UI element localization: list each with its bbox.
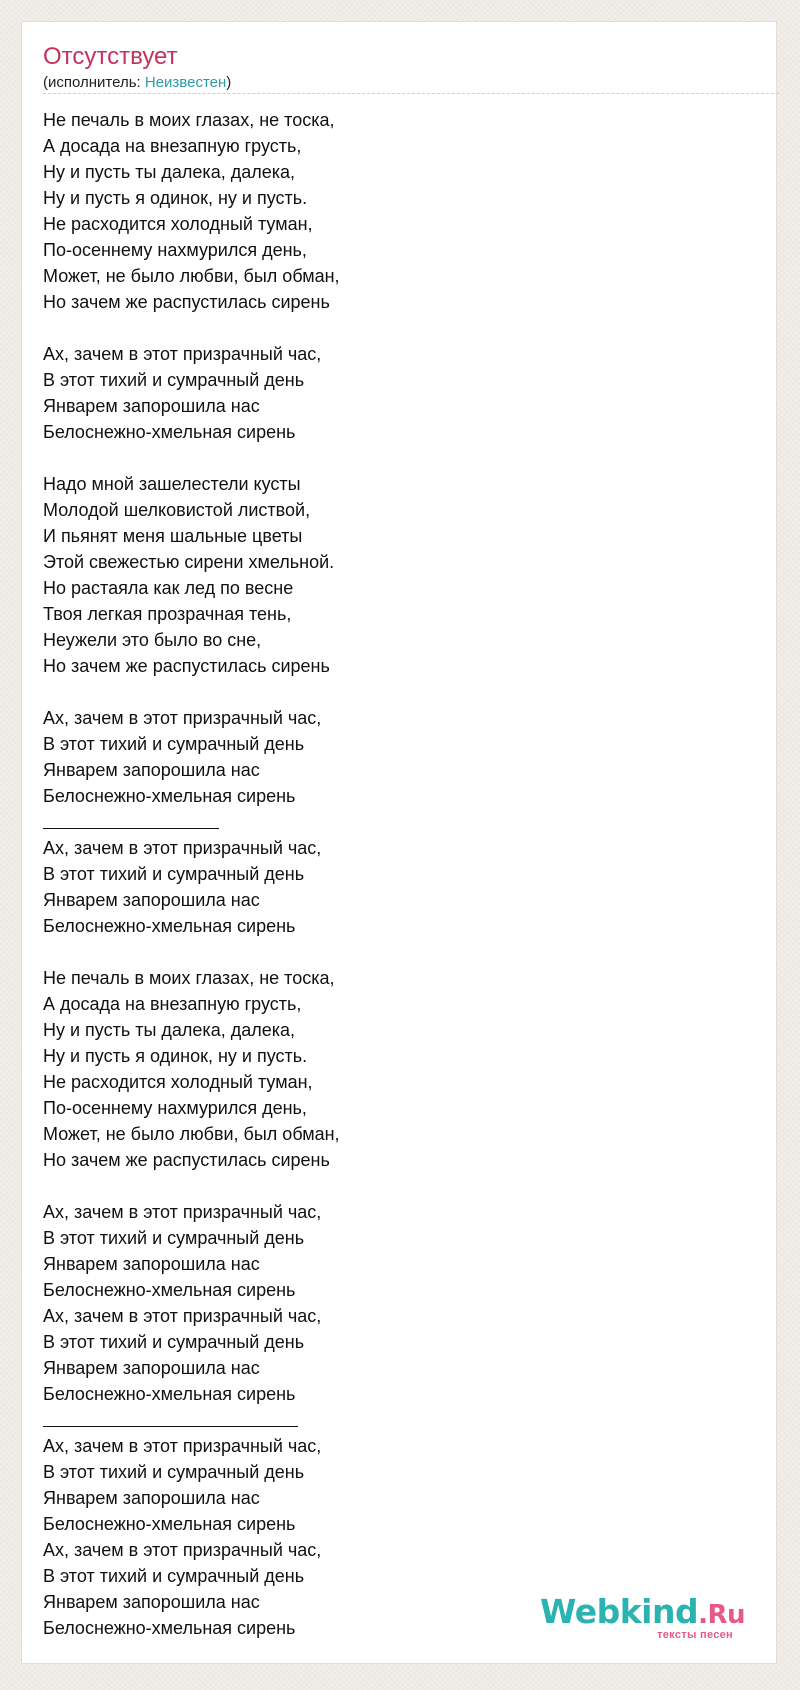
lyric-line: Ах, зачем в этот призрачный час, [43, 708, 322, 728]
lyric-line: Не печаль в моих глазах, не тоска, [43, 110, 335, 130]
lyric-line: Белоснежно-хмельная сирень [43, 1514, 296, 1534]
lyric-line: Январем запорошила нас [43, 760, 260, 780]
lyric-line: В этот тихий и сумрачный день [43, 370, 305, 390]
underscore-rule [43, 809, 219, 829]
artist-line [43, 73, 231, 93]
webkind-watermark [539, 1592, 745, 1642]
lyric-line: Но растаяла как лед по весне [43, 578, 294, 598]
lyric-line: В этот тихий и сумрачный день [43, 734, 305, 754]
lyric-line: По-осеннему нахмурился день, [43, 240, 307, 260]
title-divider [43, 93, 779, 94]
lyric-line: В этот тихий и сумрачный день [43, 1332, 305, 1352]
lyric-line: Белоснежно-хмельная сирень [43, 1618, 296, 1638]
lyric-line: Может, не было любви, был обман, [43, 266, 340, 286]
lyric-line: И пьянят меня шальные цветы [43, 526, 303, 546]
lyric-line: Неужели это было во сне, [43, 630, 262, 650]
lyric-line: Может, не было любви, был обман, [43, 1124, 340, 1144]
lyric-line: Ну и пусть я одинок, ну и пусть. [43, 1046, 308, 1066]
stanza-break [43, 1173, 763, 1199]
lyric-line: В этот тихий и сумрачный день [43, 864, 305, 884]
lyric-line: Ах, зачем в этот призрачный час, [43, 1306, 322, 1326]
artist-prefix: (исполнитель: [43, 74, 145, 91]
lyric-line: Ну и пусть ты далека, далека, [43, 162, 296, 182]
artist-link[interactable]: Неизвестен [144, 74, 227, 91]
watermark-tld: .Ru [698, 1600, 745, 1630]
lyric-line: Надо мной зашелестели кусты [43, 474, 301, 494]
lyric-line: Ах, зачем в этот призрачный час, [43, 344, 322, 364]
lyric-line: Молодой шелковистой листвой, [43, 500, 311, 520]
artist-suffix: ) [226, 74, 232, 91]
lyric-line: Январем запорошила нас [43, 1488, 260, 1508]
lyric-line: Январем запорошила нас [43, 396, 260, 416]
lyrics-body [43, 107, 763, 1641]
lyric-line: А досада на внезапную грусть, [43, 994, 302, 1014]
lyric-line: Январем запорошила нас [43, 1254, 260, 1274]
stanza-break [43, 679, 763, 705]
watermark-tagline: тексты песен [657, 1629, 733, 1641]
lyric-line: Белоснежно-хмельная сирень [43, 1384, 296, 1404]
lyric-line: Не расходится холодный туман, [43, 214, 313, 234]
lyric-line: Ах, зачем в этот призрачный час, [43, 1540, 322, 1560]
underscore-rule [43, 1407, 298, 1427]
lyric-line: В этот тихий и сумрачный день [43, 1566, 305, 1586]
lyric-line: Но зачем же распустилась сирень [43, 656, 330, 676]
lyric-line: В этот тихий и сумрачный день [43, 1228, 305, 1248]
lyric-line: Этой свежестью сирени хмельной. [43, 552, 335, 572]
lyric-line: Январем запорошила нас [43, 1358, 260, 1378]
lyric-line: По-осеннему нахмурился день, [43, 1098, 307, 1118]
song-title: Отсутствует [43, 43, 178, 70]
lyrics-card [21, 21, 777, 1664]
lyric-line: Твоя легкая прозрачная тень, [43, 604, 292, 624]
lyric-line: Белоснежно-хмельная сирень [43, 916, 296, 936]
lyric-line: В этот тихий и сумрачный день [43, 1462, 305, 1482]
lyric-line: Ах, зачем в этот призрачный час, [43, 1436, 322, 1456]
underscore-separator [43, 809, 763, 835]
stanza-break [43, 939, 763, 965]
lyric-line: Но зачем же распустилась сирень [43, 1150, 330, 1170]
watermark-brand: Webkind [539, 1592, 699, 1631]
stanza-break [43, 445, 763, 471]
lyric-line: Белоснежно-хмельная сирень [43, 786, 296, 806]
underscore-separator [43, 1407, 763, 1433]
lyric-line: А досада на внезапную грусть, [43, 136, 302, 156]
lyric-line: Ах, зачем в этот призрачный час, [43, 1202, 322, 1222]
lyric-line: Ну и пусть ты далека, далека, [43, 1020, 296, 1040]
lyric-line: Белоснежно-хмельная сирень [43, 422, 296, 442]
lyric-line: Не расходится холодный туман, [43, 1072, 313, 1092]
lyric-line: Январем запорошила нас [43, 890, 260, 910]
lyric-line: Ах, зачем в этот призрачный час, [43, 838, 322, 858]
lyric-line: Не печаль в моих глазах, не тоска, [43, 968, 335, 988]
stanza-break [43, 315, 763, 341]
lyric-line: Белоснежно-хмельная сирень [43, 1280, 296, 1300]
lyric-line: Ну и пусть я одинок, ну и пусть. [43, 188, 308, 208]
lyric-line: Но зачем же распустилась сирень [43, 292, 330, 312]
lyric-line: Январем запорошила нас [43, 1592, 260, 1612]
